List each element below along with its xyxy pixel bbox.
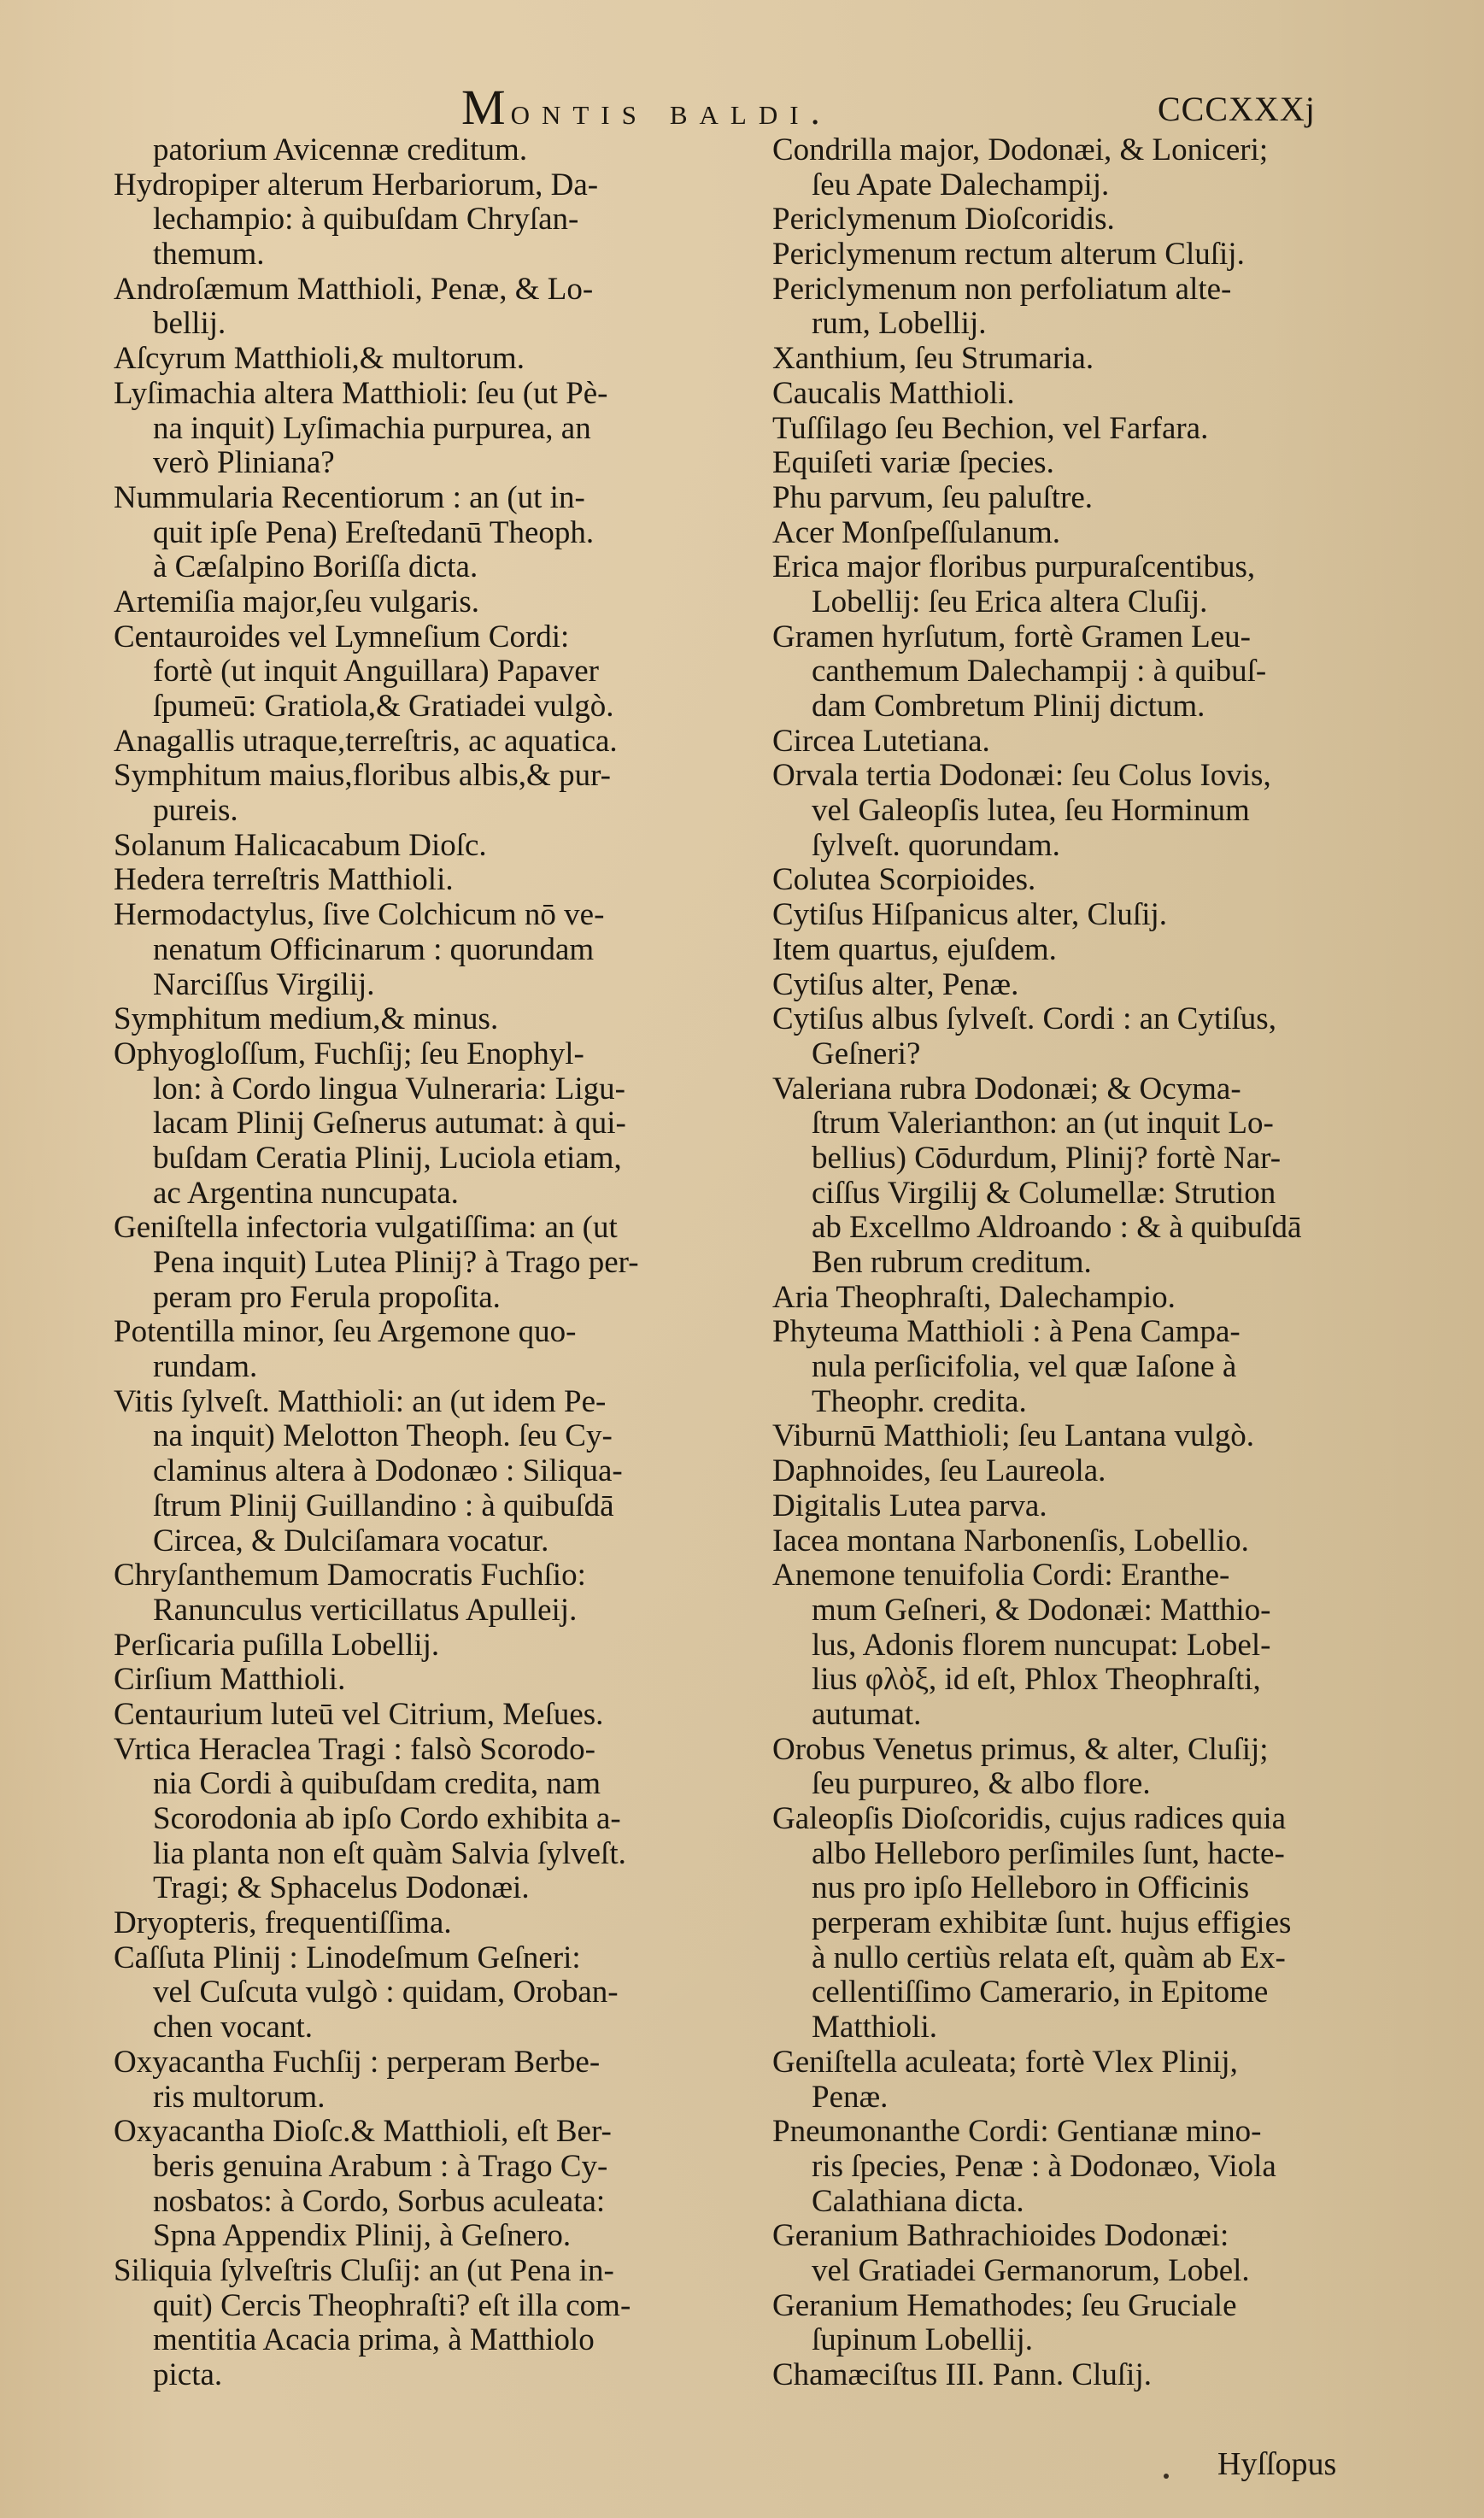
entry-first-line: Orobus Venetus primus, & alter, Cluſij;: [772, 1731, 1269, 1767]
running-head-title: [461, 79, 832, 136]
entry-continuation-line: Matthioli.: [812, 2010, 937, 2046]
entry-first-line: Gramen hyrſutum, fortè Gramen Leu-: [772, 619, 1251, 654]
plant-entry: [114, 1733, 703, 1906]
entry-continuation-line: rundam.: [153, 1349, 258, 1385]
entry-continuation-line: Scorodonia ab ipſo Cordo exhibita a-: [153, 1801, 621, 1836]
entry-first-line: Geranium Bathrachioides Dodonæi:: [772, 2218, 1229, 2254]
plant-entry: [114, 620, 703, 725]
entry-first-line: Symphitum maius,floribus albis,& pur-: [114, 758, 611, 794]
running-head-initial: M: [461, 79, 511, 135]
entry-continuation-line: lia planta non eſt quàm Salvia ſylveſt.: [153, 1835, 626, 1871]
plant-entry: [772, 1733, 1370, 1802]
entry-continuation-line: Ranunculus verticillatus Apulleij.: [153, 1592, 578, 1628]
plant-entry: [772, 2219, 1370, 2288]
entry-continuation-line: quit ipſe Pena) Ereſtedanū Theoph.: [153, 514, 595, 550]
plant-entry: [772, 2115, 1370, 2219]
entry-continuation-line: ab Excellmo Aldroando : & à quibuſdā: [812, 1210, 1302, 1246]
plant-entry: [114, 168, 703, 273]
plant-entry: [772, 1489, 1370, 1524]
entry-first-line: Phu parvum, ſeu paluſtre.: [772, 479, 1094, 515]
running-head-word-2: baldi.: [669, 91, 832, 132]
entry-first-line: Periclymenum rectum alterum Cluſij.: [772, 237, 1245, 273]
entry-continuation-line: nula perſicifolia, vel quæ Iaſone à: [812, 1349, 1237, 1385]
plant-entry: [772, 202, 1370, 238]
entry-first-line: Item quartus, ejuſdem.: [772, 931, 1057, 967]
entry-continuation-line: lius φλὸξ, id eſt, Phlox Theophraſti,: [812, 1662, 1261, 1698]
entry-continuation-line: à Cæſalpino Boriſſa dicta.: [153, 549, 478, 585]
entry-continuation-line: Geſneri?: [812, 1036, 921, 1071]
entry-first-line: Centaurium luteū vel Citrium, Meſues.: [114, 1696, 604, 1732]
entry-continuation-line: pureis.: [153, 793, 238, 829]
plant-entry: [114, 1211, 703, 1315]
entry-continuation-line: ris multorum.: [153, 2079, 326, 2115]
entry-continuation-line: albo Helleboro perſimiles ſunt, hacte-: [812, 1835, 1285, 1871]
entry-first-line: Centauroides vel Lymneſium Cordi:: [114, 619, 570, 654]
entry-first-line: Periclymenum non perfoliatum alte-: [772, 271, 1232, 307]
entry-continuation-line: perperam exhibitæ ſunt. hujus effigies: [812, 1905, 1292, 1941]
plant-entry: [114, 829, 703, 864]
entry-first-line: Vrtica Heraclea Tragi : falsò Scorodo-: [114, 1731, 595, 1767]
plant-entry: [772, 412, 1370, 447]
entry-first-line: Geranium Hemathodes; ſeu Gruciale: [772, 2287, 1237, 2323]
plant-entry: [772, 2289, 1370, 2358]
catchword: Hyſſopus: [1217, 2446, 1337, 2482]
plant-entry: [772, 516, 1370, 551]
entry-first-line: Colutea Scorpioides.: [772, 862, 1036, 898]
entry-first-line: Hermodactylus, ſive Colchicum nō ve-: [114, 897, 605, 933]
entry-continuation-line: rum, Lobellij.: [812, 306, 987, 342]
entry-first-line: Aſcyrum Matthioli,& multorum.: [114, 341, 525, 377]
plant-entry: [114, 863, 703, 898]
entry-first-line: Cirſium Matthioli.: [114, 1662, 346, 1698]
right-column: [772, 133, 1370, 2393]
plant-entry: [772, 2358, 1370, 2393]
plant-entry: [114, 481, 703, 585]
entry-first-line: Hedera terreſtris Matthioli.: [114, 862, 454, 898]
plant-entry: [772, 1558, 1370, 1732]
entry-continuation-line: bellij.: [153, 306, 226, 342]
entry-first-line: Lyſimachia altera Matthioli: ſeu (ut Pè-: [114, 375, 608, 411]
entry-first-line: Potentilla minor, ſeu Argemone quo-: [114, 1314, 577, 1350]
plant-entry: [772, 481, 1370, 516]
entry-first-line: Cytiſus albus ſylveſt. Cordi : an Cytiſus,: [772, 1001, 1276, 1037]
left-column: [114, 133, 703, 2393]
entry-continuation-line: ſeu purpureo, & albo flore.: [812, 1766, 1151, 1802]
plant-entry: [114, 759, 703, 828]
entry-first-line: Acer Monſpeſſulanum.: [772, 514, 1061, 550]
entry-continuation-line: verò Pliniana?: [153, 445, 335, 481]
entry-continuation-line: cellentiſſimo Camerario, in Epitome: [812, 1975, 1269, 2010]
entry-first-line: Hydropiper alterum Herbariorum, Da-: [114, 167, 599, 202]
plant-entry: [772, 968, 1370, 1003]
entry-continuation-line: mentitia Acacia prima, à Matthiolo: [153, 2322, 595, 2358]
plant-entry: [772, 133, 1370, 202]
entry-continuation-line: picta.: [153, 2357, 223, 2392]
entry-continuation-line: Narciſſus Virgilij.: [153, 966, 375, 1002]
entry-first-line: Perſicaria puſilla Lobellij.: [114, 1627, 440, 1663]
entry-continuation-line: Calathiana dicta.: [812, 2183, 1024, 2219]
entry-first-line: Valeriana rubra Dodonæi; & Ocyma-: [772, 1071, 1241, 1106]
entry-first-line: Aria Theophraſti, Dalechampio.: [772, 1279, 1176, 1315]
entry-first-line: Vitis ſylveſt. Matthioli: an (ut idem Pe-: [114, 1383, 607, 1419]
plant-entry: [114, 377, 703, 481]
plant-entry: [114, 725, 703, 760]
plant-entry: [772, 2046, 1370, 2115]
entry-continuation-line: na inquit) Melotton Theoph. ſeu Cy-: [153, 1418, 613, 1454]
plant-entry: [114, 1906, 703, 1941]
plant-entry: [114, 898, 703, 1002]
plant-entry: [114, 133, 703, 168]
plant-entry: [114, 2254, 703, 2393]
plant-entry: [772, 1802, 1370, 2046]
entry-continuation-line: fortè (ut inquit Anguillara) Papaver: [153, 654, 599, 690]
entry-continuation-line: ac Argentina nuncupata.: [153, 1175, 459, 1211]
entry-continuation-line: lacam Plinij Geſnerus autumat: à qui-: [153, 1106, 626, 1142]
plant-entry: [772, 377, 1370, 412]
plant-entry: [772, 1281, 1370, 1316]
plant-entry: [114, 1698, 703, 1733]
entry-first-line: Digitalis Lutea parva.: [772, 1488, 1047, 1523]
entry-first-line: Erica major floribus purpuraſcentibus,: [772, 549, 1256, 585]
entry-continuation-line: peram pro Ferula propoſita.: [153, 1279, 501, 1315]
entry-continuation-line: vel Cuſcuta vulgò : quidam, Oroban-: [153, 1975, 619, 2010]
plant-entry: [114, 585, 703, 620]
entry-first-line: Phyteuma Matthioli : à Pena Campa-: [772, 1314, 1241, 1350]
folio-number: CCCXXXj: [1158, 90, 1316, 128]
plant-entry: [772, 342, 1370, 377]
plant-entry: [114, 1002, 703, 1037]
entry-continuation-line: nus pro ipſo Helleboro in Officinis: [812, 1870, 1250, 1906]
entry-continuation-line: dam Combretum Plinij dictum.: [812, 689, 1205, 724]
entry-first-line: Ophyogloſſum, Fuchſij; ſeu Enophyl-: [114, 1036, 584, 1071]
plant-entry: [772, 1072, 1370, 1281]
entry-first-line: Caſſuta Plinij : Linodeſmum Geſneri:: [114, 1940, 581, 1975]
plant-entry: [772, 273, 1370, 342]
running-head: [461, 79, 1128, 135]
entry-continuation-line: ſeu Apate Dalechampij.: [812, 167, 1110, 202]
plant-entry: [772, 759, 1370, 863]
entry-continuation-line: Ben rubrum creditum.: [812, 1245, 1092, 1280]
plant-entry: [114, 1941, 703, 2046]
entry-first-line: Orvala tertia Dodonæi: ſeu Colus Iovis,: [772, 758, 1271, 794]
entry-first-line: Equiſeti variæ ſpecies.: [772, 445, 1054, 481]
plant-entry: [114, 1629, 703, 1664]
entry-first-line: Solanum Halicacabum Dioſc.: [114, 827, 487, 863]
entry-continuation-line: buſdam Ceratia Plinij, Luciola etiam,: [153, 1140, 622, 1176]
entry-continuation-line: chen vocant.: [153, 2010, 313, 2046]
entry-continuation-line: ſtrum Plinij Guillandino : à quibuſdā: [153, 1488, 614, 1523]
entry-continuation-line: vel Gratiadei Germanorum, Lobel.: [812, 2252, 1250, 2288]
entry-continuation-line: Theophr. credita.: [812, 1383, 1027, 1419]
plant-entry: [772, 620, 1370, 725]
plant-entry: [772, 1315, 1370, 1419]
plant-entry: [114, 1037, 703, 1211]
entry-first-line: Nummularia Recentiorum : an (ut in-: [114, 479, 585, 515]
plant-entry: [772, 898, 1370, 933]
entry-first-line: Circea Lutetiana.: [772, 723, 990, 759]
plant-entry: [772, 1002, 1370, 1071]
plant-entry: [114, 2115, 703, 2254]
entry-continuation-line: Circea, & Dulciſamara vocatur.: [153, 1523, 549, 1558]
entry-first-line: Artemiſia major,ſeu vulgaris.: [114, 584, 480, 619]
entry-first-line: Cytiſus Hiſpanicus alter, Cluſij.: [772, 897, 1168, 933]
entry-first-line: Androſæmum Matthioli, Penæ, & Lo-: [114, 271, 594, 307]
plant-entry: [772, 550, 1370, 619]
plant-entry: [772, 863, 1370, 898]
entry-continuation-line: mum Geſneri, & Dodonæi: Matthio-: [812, 1592, 1271, 1628]
entry-continuation-line: lon: à Cordo lingua Vulneraria: Ligu-: [153, 1071, 625, 1106]
entry-first-line: Condrilla major, Dodonæi, & Loniceri;: [772, 132, 1269, 167]
plant-entry: [772, 1419, 1370, 1454]
entry-first-line: Geniſtella infectoria vulgatiſſima: an (ut: [114, 1210, 618, 1246]
entry-first-line: Periclymenum Dioſcoridis.: [772, 202, 1115, 238]
plant-entry: [114, 1663, 703, 1698]
entry-continuation-line: lechampio: à quibuſdam Chryſan-: [153, 202, 579, 238]
plant-entry: [772, 446, 1370, 481]
entry-continuation-line: lus, Adonis florem nuncupat: Lobel-: [812, 1627, 1271, 1663]
entry-first-line: Chamæciſtus III. Pann. Cluſij.: [772, 2357, 1152, 2392]
plant-entry: [114, 273, 703, 342]
entry-first-line: Galeopſis Dioſcoridis, cujus radices quia: [772, 1801, 1287, 1836]
entry-continuation-line: ciſſus Virgilij & Columellæ: Strution: [812, 1175, 1276, 1211]
plant-entry: [114, 1385, 703, 1558]
entry-first-line: Symphitum medium,& minus.: [114, 1001, 499, 1037]
entry-first-line: Daphnoides, ſeu Laureola.: [772, 1453, 1106, 1489]
running-head-word-1: ontis: [510, 91, 648, 132]
entry-continuation-line: autumat.: [812, 1696, 922, 1732]
entry-continuation-line: Tragi; & Sphacelus Dodonæi.: [153, 1870, 530, 1906]
entry-continuation-line: ſylveſt. quorundam.: [812, 827, 1060, 863]
entry-first-line: Cytiſus alter, Penæ.: [772, 966, 1019, 1002]
entry-continuation-line: ſupinum Lobellij.: [812, 2322, 1033, 2358]
plant-entry: [114, 1315, 703, 1384]
entry-continuation-line: à nullo certiùs relata eſt, quàm ab Ex-: [812, 1940, 1286, 1975]
entry-continuation-line: Pena inquit) Lutea Plinij? à Trago per-: [153, 1245, 639, 1280]
entry-continuation-line: vel Galeopſis lutea, ſeu Horminum: [812, 793, 1250, 829]
entry-first-line: Pneumonanthe Cordi: Gentianæ mino-: [772, 2114, 1262, 2150]
entry-continuation-line: Spna Appendix Plinij, à Geſnero.: [153, 2218, 572, 2254]
plant-entry: [772, 933, 1370, 968]
entry-first-line: Viburnū Matthioli; ſeu Lantana vulgò.: [772, 1418, 1254, 1454]
entry-continuation-line: Lobellij: ſeu Erica altera Cluſij.: [812, 584, 1208, 619]
plant-entry: [114, 342, 703, 377]
plant-entry: [772, 238, 1370, 273]
entry-continuation-line: themum.: [153, 237, 265, 273]
entry-first-line: Xanthium, ſeu Strumaria.: [772, 341, 1094, 377]
plant-entry: [772, 1454, 1370, 1489]
ink-speck: [1164, 2474, 1169, 2479]
entry-continuation-line: ris ſpecies, Penæ : à Dodonæo, Viola: [812, 2148, 1276, 2184]
entry-continuation-line: ſtrum Valerianthon: an (ut inquit Lo-: [812, 1106, 1274, 1142]
plant-entry: [114, 2046, 703, 2115]
entry-continuation-line: nia Cordi à quibuſdam credita, nam: [153, 1766, 601, 1802]
entry-continuation-line: bellius) Cōdurdum, Plinij? fortè Nar-: [812, 1140, 1282, 1176]
entry-first-line: Chryſanthemum Damocratis Fuchſio:: [114, 1558, 586, 1594]
entry-first-line: Anagallis utraque,terreſtris, ac aquatica.: [114, 723, 618, 759]
entry-continuation-line: beris genuina Arabum : à Trago Cy-: [153, 2148, 608, 2184]
entry-first-line: Anemone tenuifolia Cordi: Eranthe-: [772, 1558, 1230, 1594]
entry-first-line: Dryopteris, frequentiſſima.: [114, 1905, 452, 1941]
entry-continuation-line: ſpumeū: Gratiola,& Gratiadei vulgò.: [153, 689, 614, 724]
entry-continuation-line: quit) Cercis Theophraſti? eſt illa com-: [153, 2287, 631, 2323]
entry-continuation-line: na inquit) Lyſimachia purpurea, an: [153, 410, 591, 446]
entry-continuation-line: claminus altera à Dodonæo : Siliqua-: [153, 1453, 623, 1489]
entry-first-line: Siliquia ſylveſtris Cluſij: an (ut Pena in-: [114, 2252, 614, 2288]
entry-first-line: Iacea montana Narbonenſis, Lobellio.: [772, 1523, 1249, 1558]
entry-continuation-line: Penæ.: [812, 2079, 889, 2115]
entry-first-line: Oxyacantha Dioſc.& Matthioli, eſt Ber-: [114, 2114, 612, 2150]
entry-continuation-line: nosbatos: à Cordo, Sorbus aculeata:: [153, 2183, 606, 2219]
entry-continuation-line: nenatum Officinarum : quorundam: [153, 931, 595, 967]
entry-first-line: Tuſſilago ſeu Bechion, vel Farfara.: [772, 410, 1209, 446]
entry-first-line: Caucalis Matthioli.: [772, 375, 1015, 411]
entry-continuation-line: canthemum Dalechampij : à quibuſ-: [812, 654, 1267, 690]
entry-first-line: Oxyacantha Fuchſij : perperam Berbe-: [114, 2044, 601, 2080]
plant-entry: [114, 1558, 703, 1628]
plant-entry: [772, 1524, 1370, 1559]
plant-entry: [772, 725, 1370, 760]
entry-first-line: Geniſtella aculeata; fortè Vlex Plinij,: [772, 2044, 1238, 2080]
entry-continuation-line: patorium Avicennæ creditum.: [153, 132, 528, 167]
